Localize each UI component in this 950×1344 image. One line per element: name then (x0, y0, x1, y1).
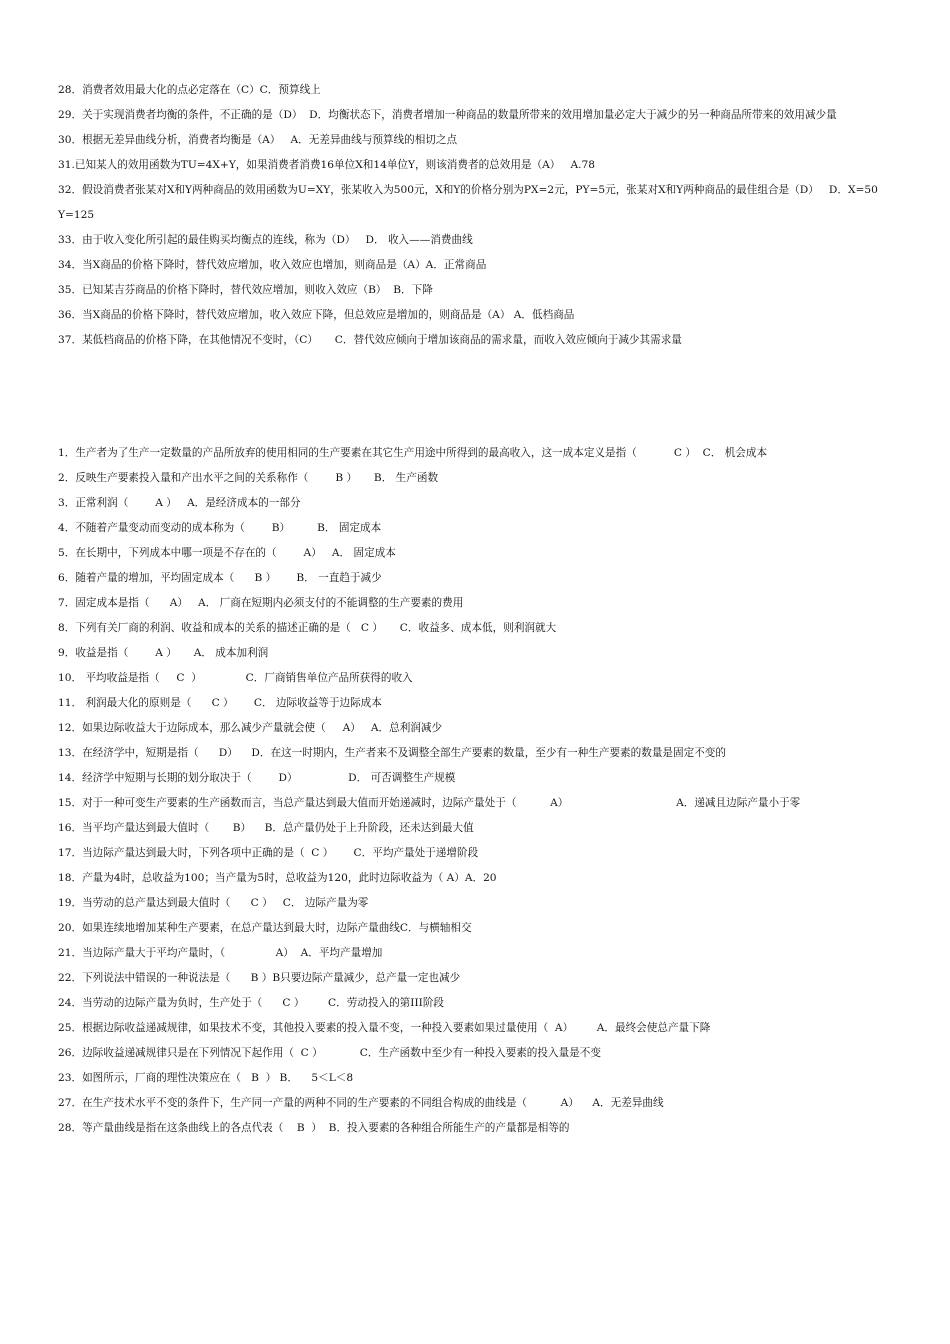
question-item: 3．正常利润（ A ） A．是经济成本的一部分 (58, 497, 301, 509)
question-item: 24．当劳动的边际产量为负时，生产处于（ C ） C．劳动投入的第III阶段 (58, 997, 445, 1009)
question-item: 37．某低档商品的价格下降，在其他情况不变时，（C） C．替代效应倾向于增加该商品的需求量，而收入效应倾向于减少其需求量 (58, 334, 682, 346)
question-item: 16．当平均产量达到最大值时（ B） B．总产量仍处于上升阶段，还未达到最大值 (58, 822, 474, 834)
section-gap (58, 353, 880, 441)
question-item: 20．如果连续地增加某种生产要素，在总产量达到最大时，边际产量曲线C．与横轴相交 (58, 922, 472, 934)
document-page (58, 78, 880, 1141)
question-item: 33．由于收入变化所引起的最佳购买均衡点的连线，称为（D） D． 收入——消费曲线 (58, 234, 473, 246)
question-item: 15．对于一种可变生产要素的生产函数而言，当总产量达到最大值而开始递减时，边际产量处于（ A） A．递减且边际产量小于零 (58, 797, 801, 809)
question-item: 5．在长期中，下列成本中哪一项是不存在的（ A） A． 固定成本 (58, 547, 396, 559)
consumer-theory-questions (58, 78, 880, 353)
question-item: 32．假设消费者张某对X和Y两种商品的效用函数为U=XY，张某收入为500元，X和Y的价格分别为PX=2元，PY=5元，张某对X和Y两种商品的最佳组合是（D） D．X=50Y=125 (58, 184, 878, 221)
question-item: 26．边际收益递减规律只是在下列情况下起作用（ C ） C．生产函数中至少有一种投入要素的投入量是不变 (58, 1047, 601, 1059)
question-item: 36．当X商品的价格下降时，替代效应增加，收入效应下降，但总效应是增加的，则商品是（A） A．低档商品 (58, 309, 575, 321)
question-item: 7．固定成本是指（ A） A． 厂商在短期内必须支付的不能调整的生产要素的费用 (58, 597, 464, 609)
question-item: 27．在生产技术水平不变的条件下，生产同一产量的两种不同的生产要素的不同组合构成的曲线是（ A） A．无差异曲线 (58, 1097, 664, 1109)
question-item: 12．如果边际收益大于边际成本，那么减少产量就会使（ A） A．总利润减少 (58, 722, 443, 734)
question-item: 1．生产者为了生产一定数量的产品所放弃的使用相同的生产要素在其它生产用途中所得到的最高收入，这一成本定义是指（ C ） C． 机会成本 (58, 447, 768, 459)
question-item: 25．根据边际收益递减规律，如果技术不变，其他投入要素的投入量不变，一种投入要素如果过量使用（ A） A．最终会使总产量下降 (58, 1022, 711, 1034)
question-item: 9．收益是指（ A ） A． 成本加利润 (58, 647, 269, 659)
question-item: 4．不随着产量变动而变动的成本称为（ B） B． 固定成本 (58, 522, 382, 534)
question-item: 21．当边际产量大于平均产量时，（ A） A．平均产量增加 (58, 947, 383, 959)
question-item: 10． 平均收益是指（ C ） C．厂商销售单位产品所获得的收入 (58, 672, 413, 684)
question-item: 31.已知某人的效用函数为TU=4X+Y，如果消费者消费16单位X和14单位Y，则该消费者的总效用是（A） A.78 (58, 159, 595, 171)
question-item: 18．产量为4时，总收益为100；当产量为5时，总收益为120，此时边际收益为（ A）A．20 (58, 872, 497, 884)
question-item: 6．随着产量的增加，平均固定成本（ B ） B． 一直趋于减少 (58, 572, 382, 584)
question-item: 35．已知某吉芬商品的价格下降时，替代效应增加，则收入效应（B） B．下降 (58, 284, 433, 296)
question-item: 28．消费者效用最大化的点必定落在（C）C．预算线上 (58, 84, 321, 96)
production-cost-questions (58, 441, 880, 1141)
question-item: 19．当劳动的总产量达到最大值时（ C ） C． 边际产量为零 (58, 897, 369, 909)
question-item: 22．下列说法中错误的一种说法是（ B ）B只要边际产量减少，总产量一定也减少 (58, 972, 461, 984)
question-item: 30．根据无差异曲线分析，消费者均衡是（A） A．无差异曲线与预算线的相切之点 (58, 134, 458, 146)
question-item: 8．下列有关厂商的利润、收益和成本的关系的描述正确的是（ C ） C．收益多、成本低，则利润就大 (58, 622, 557, 634)
question-item: 14．经济学中短期与长期的划分取决于（ D） D． 可否调整生产规模 (58, 772, 456, 784)
question-item: 23．如图所示，厂商的理性决策应在（ B ） B． 5＜L＜8 (58, 1072, 354, 1084)
question-item: 34．当X商品的价格下降时，替代效应增加，收入效应也增加，则商品是（A）A．正常商品 (58, 259, 487, 271)
question-item: 17．当边际产量达到最大时，下列各项中正确的是（ C ） C．平均产量处于递增阶段 (58, 847, 479, 859)
question-item: 28．等产量曲线是指在这条曲线上的各点代表（ B ） B．投入要素的各种组合所能生产的产量都是相等的 (58, 1122, 570, 1134)
question-item: 13．在经济学中，短期是指（ D） D．在这一时期内，生产者来不及调整全部生产要素的数量，至少有一种生产要素的数量是固定不变的 (58, 747, 726, 759)
question-item: 29．关于实现消费者均衡的条件，不正确的是（D） D．均衡状态下，消费者增加一种商品的数量所带来的效用增加量必定大于减少的另一种商品所带来的效用减少量 (58, 109, 837, 121)
question-item: 11． 利润最大化的原则是（ C ） C． 边际收益等于边际成本 (58, 697, 382, 709)
question-item: 2．反映生产要素投入量和产出水平之间的关系称作（ B ） B． 生产函数 (58, 472, 439, 484)
